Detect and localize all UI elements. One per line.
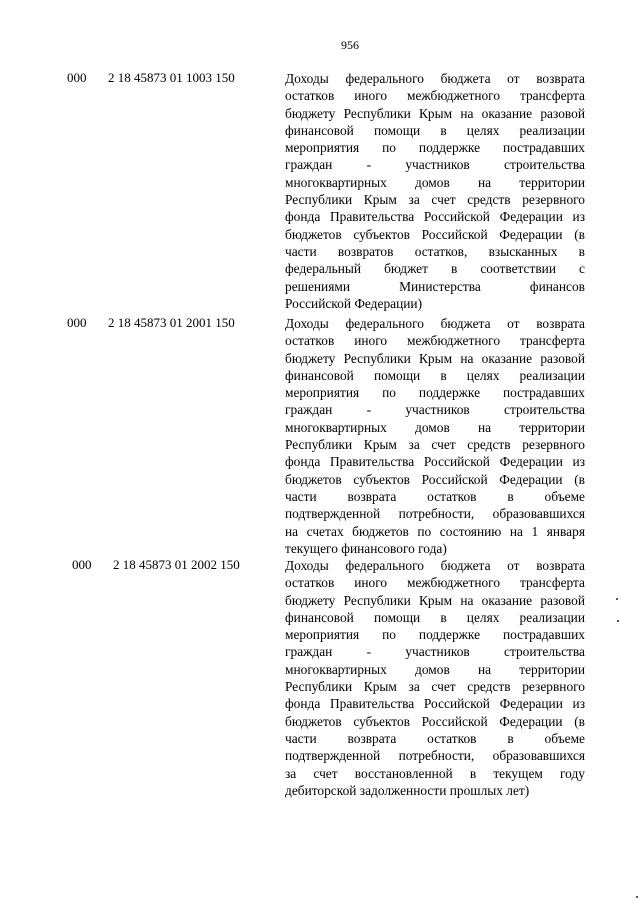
description-line: многоквартирных домов на территории xyxy=(285,174,585,190)
description-line: мероприятия по поддержке пострадавших xyxy=(285,385,585,401)
description-line: Республики Крым за счет средств резервного xyxy=(285,192,585,208)
description-line: за счет восстановленной в текущем году xyxy=(285,765,585,781)
scan-speck xyxy=(617,620,619,622)
description-line: части возвратов остатков, взысканных в xyxy=(285,243,585,259)
description-line: остатков иного межбюджетного трансферта xyxy=(285,575,585,591)
scan-speck xyxy=(636,896,638,898)
description-line: Российской Федерации) xyxy=(285,295,423,311)
description-line: многоквартирных домов на территории xyxy=(285,661,585,677)
description-line: бюджету Республики Крым на оказание разовой xyxy=(285,592,585,608)
page-number: 956 xyxy=(341,38,359,52)
description-line: бюджетов субъектов Российской Федерации (в xyxy=(285,713,585,729)
description-line: Республики Крым за счет средств резервного xyxy=(285,679,585,695)
description-line: части возврата остатков в объеме xyxy=(285,730,585,746)
income-description xyxy=(285,557,585,799)
description-line: граждан - участников строительства xyxy=(285,402,585,418)
administrator-code: 000 xyxy=(67,70,87,85)
income-description xyxy=(285,315,585,557)
description-line: решениями Министерства финансов xyxy=(285,278,585,294)
description-line: подтвержденной потребности, образовавшихся xyxy=(285,748,585,764)
scan-speck xyxy=(616,598,618,600)
description-line: Доходы федерального бюджета от возврата xyxy=(285,71,585,86)
description-line: на счетах бюджетов по состоянию на 1 января xyxy=(285,523,585,539)
administrator-code: 000 xyxy=(67,315,87,330)
income-description xyxy=(285,70,585,312)
description-line: финансовой помощи в целях реализации xyxy=(285,122,585,138)
description-line: бюджету Республики Крым на оказание разовой xyxy=(285,350,585,366)
description-line: граждан - участников строительства xyxy=(285,157,585,173)
description-line: федеральный бюджет в соответствии с xyxy=(285,261,585,277)
description-line: мероприятия по поддержке пострадавших xyxy=(285,627,585,643)
description-line: фонда Правительства Российской Федерации из xyxy=(285,696,585,712)
description-line: мероприятия по поддержке пострадавших xyxy=(285,140,585,156)
description-line: фонда Правительства Российской Федерации из xyxy=(285,454,585,470)
income-classification-code: 2 18 45873 01 2002 150 xyxy=(113,557,240,572)
description-line: остатков иного межбюджетного трансферта xyxy=(285,88,585,104)
description-line: бюджетов субъектов Российской Федерации (в xyxy=(285,226,585,242)
description-line: бюджетов субъектов Российской Федерации (в xyxy=(285,471,585,487)
description-line: текущего финансового года) xyxy=(285,540,447,556)
administrator-code: 000 xyxy=(72,557,92,572)
description-line: Доходы федерального бюджета от возврата xyxy=(285,316,585,331)
description-line: Республики Крым за счет средств резервного xyxy=(285,437,585,453)
description-line: дебиторской задолженности прошлых лет) xyxy=(285,782,530,798)
description-line: остатков иного межбюджетного трансферта xyxy=(285,333,585,349)
description-line: финансовой помощи в целях реализации xyxy=(285,367,585,383)
description-line: граждан - участников строительства xyxy=(285,644,585,660)
description-line: бюджету Республики Крым на оказание разовой xyxy=(285,105,585,121)
description-line: подтвержденной потребности, образовавшихся xyxy=(285,506,585,522)
description-line: многоквартирных домов на территории xyxy=(285,419,585,435)
description-line: Доходы федерального бюджета от возврата xyxy=(285,558,585,573)
income-classification-code: 2 18 45873 01 2001 150 xyxy=(108,315,235,330)
description-line: части возврата остатков в объеме xyxy=(285,488,585,504)
description-line: фонда Правительства Российской Федерации из xyxy=(285,209,585,225)
income-classification-code: 2 18 45873 01 1003 150 xyxy=(108,70,235,85)
description-line: финансовой помощи в целях реализации xyxy=(285,609,585,625)
